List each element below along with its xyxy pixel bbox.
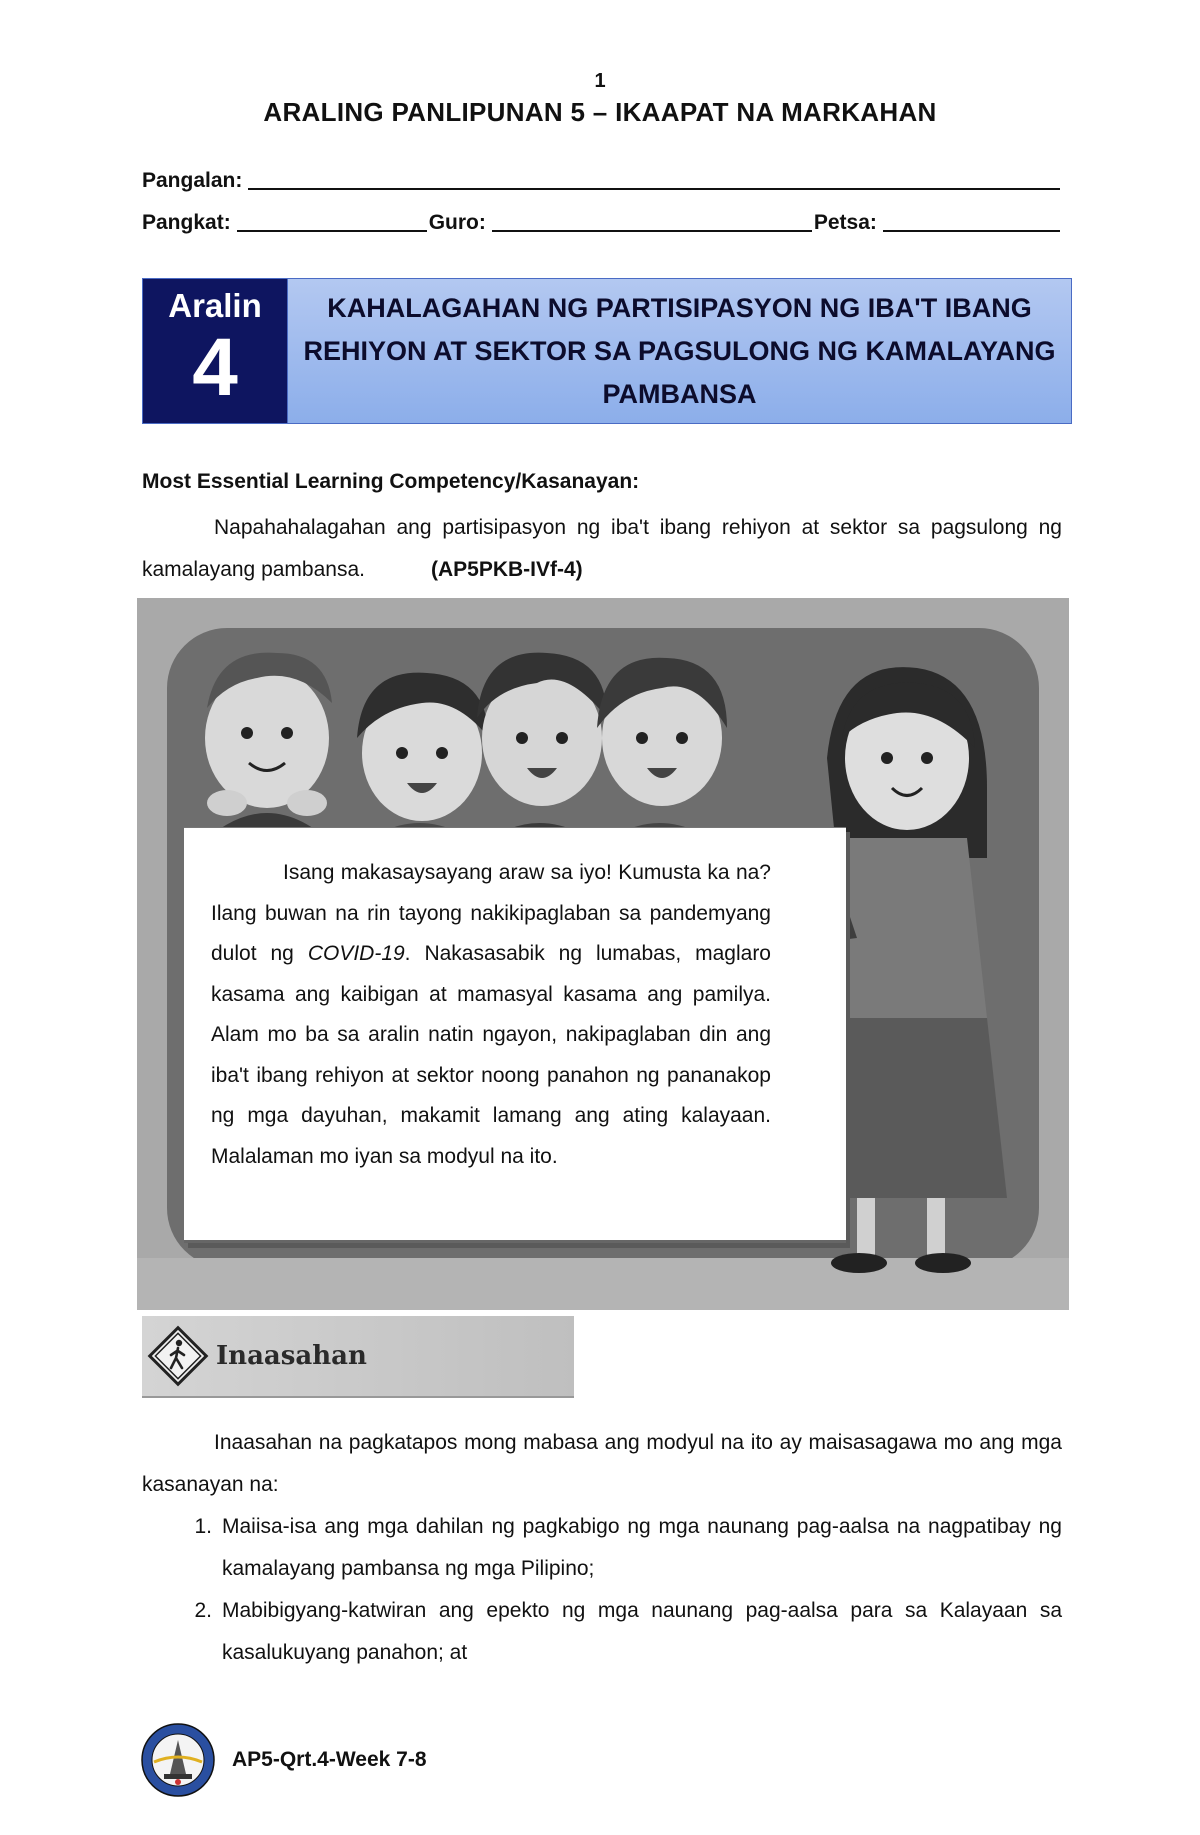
footer-code: AP5-Qrt.4-Week 7-8 [232,1748,427,1771]
melc-code: (AP5PKB-IVf-4) [430,558,583,581]
melc-statement: Napahahalagahan ang partisipasyon ng iba't ibang rehiyon at sektor sa pagsulong ng kamalayang pambansa. [142,516,1062,581]
name-row [142,168,1062,193]
covid-term: COVID-19 [307,942,405,965]
details-row [142,210,1062,235]
section-blank[interactable] [237,210,427,232]
lesson-label: Aralin [168,287,262,324]
teacher-blank[interactable] [492,210,812,232]
list-item: 1. Maiisa-isa ang mga dahilan ng pagkabigo ng mga naunang pag-aalsa na nagpatibay ng kamalayang pambansa ng mga Pilipino; [194,1515,1062,1580]
lesson-title: KAHALAGAHAN NG PARTISIPASYON NG IBA'T IBANG REHIYON AT SEKTOR SA PAGSULONG NG KAMALAYANG PAMBANSA [303,292,1056,409]
speech-box [184,827,846,1243]
page-number: 1 [594,70,606,92]
lesson-number: 4 [192,322,238,413]
expectations-intro: Inaasahan na pagkatapos mong mabasa ang modyul na ito ay maisasagawa mo ang mga kasanayan na: [142,1431,1062,1496]
name-blank[interactable] [248,168,1060,190]
melc-heading: Most Essential Learning Competency/Kasanayan: [142,470,640,493]
list-item: 2. Mabibigyang-katwiran ang epekto ng mga naunang pag-aalsa para sa Kalayaan sa kasalukuyang panahon; at [194,1599,1062,1664]
melc-text [142,507,1062,591]
section-label: Pangkat: [142,211,231,234]
speech-text: Isang makasaysayang araw sa iyo! Kumusta ka na? Ilang buwan na rin tayong nakikipaglaban sa pandemyang dulot ng COVID-19. Nakasasabik ng lumabas, maglaro kasama ang kaibigan at mamasyal kasama ang pamilya. Alam mo ba sa aralin natin ngayon, nakipaglaban din ang iba't ibang rehiyon at sektor noong panahon ng pananakop ng mga dayuhan, makamit lamang ang ating kalayaan. Malalaman mo iyan sa modyul na ito. [211,861,771,1168]
section-banner [142,1316,574,1398]
walking-person-sign-icon [146,1324,210,1388]
division-seal-logo [140,1722,216,1798]
teacher-label: Guro: [428,211,486,234]
lesson-title-cell [287,279,1071,423]
lesson-number-cell [143,279,287,423]
section-title: Inaasahan [216,1341,367,1371]
date-label: Petsa: [813,211,877,234]
document-title: ARALING PANLIPUNAN 5 – IKAAPAT NA MARKAHAN [263,97,937,127]
lesson-header [142,278,1072,424]
name-label: Pangalan: [142,169,243,192]
date-blank[interactable] [883,210,1060,232]
